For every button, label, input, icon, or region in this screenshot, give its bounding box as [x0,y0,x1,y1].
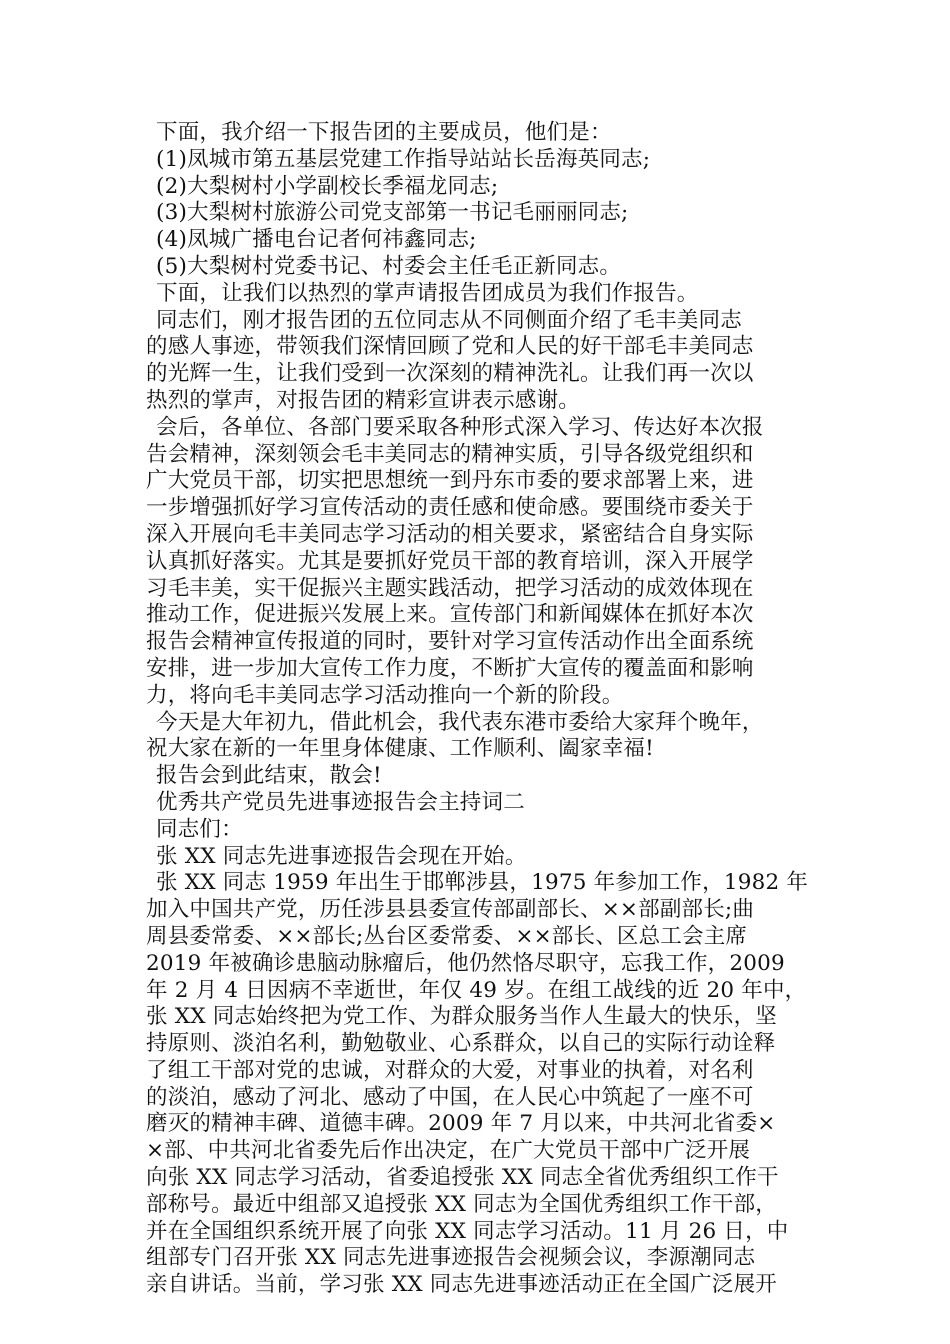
text-line: 安排，进一步加大宣传工作力度，不断扩大宣传的覆盖面和影响 [146,655,754,681]
document-body [146,120,810,1299]
text-line: 习毛丰美，实干促振兴主题实践活动，把学习活动的成效体现在 [146,575,754,601]
text-line: 张 XX 同志先进事迹报告会现在开始。 [156,843,527,869]
text-line: 同志们： [156,816,243,842]
text-line: 加入中国共产党，历任涉县县委宣传部副部长、××部副部长;曲 [146,897,755,923]
text-line: 热烈的掌声，对报告团的精彩宣讲表示感谢。 [146,387,581,413]
text-line: 磨灭的精神丰碑、道德丰碑。2009 年 7 月以来，中共河北省委× [146,1111,776,1137]
text-line: 部称号。最近中组部又追授张 XX 同志为全国优秀组织工作干部， [146,1191,777,1217]
text-line: 组部专门召开张 XX 同志先进事迹报告会视频会议，李源潮同志 [146,1245,756,1271]
text-line: 亲自讲话。当前，学习张 XX 同志先进事迹活动正在全国广泛展开 [146,1272,777,1298]
text-line: 推动工作，促进振兴发展上来。宣传部门和新闻媒体在抓好本次 [146,602,754,628]
text-line: 报告会精神宣传报道的同时，要针对学习宣传活动作出全面系统 [146,629,754,655]
text-line: 告会精神，深刻领会毛丰美同志的精神实质，引导各级党组织和 [146,441,754,467]
text-line: (1)凤城市第五基层党建工作指导站站长岳海英同志; [156,146,651,172]
text-line: 报告会到此结束，散会! [156,763,382,789]
text-line: 2019 年被确诊患脑动脉瘤后，他仍然恪尽职守，忘我工作，2009 [146,950,785,976]
text-line: 了组工干部对党的忠诚，对群众的大爱，对事业的执着，对名利 [146,1057,754,1083]
text-line: (2)大梨树村小学副校长季福龙同志; [156,173,499,199]
text-line: ×部、中共河北省委先后作出决定，在广大党员干部中广泛开展 [146,1138,751,1164]
text-line: 的淡泊，感动了河北、感动了中国，在人民心中筑起了一座不可 [146,1084,754,1110]
text-line: 力，将向毛丰美同志学习活动推向一个新的阶段。 [146,682,624,708]
text-line: (4)凤城广播电台记者何祎鑫同志; [156,227,477,253]
text-line: 优秀共产党员先进事迹报告会主持词二 [156,789,525,815]
text-line: 并在全国组织系统开展了向张 XX 同志学习活动。11 月 26 日，中 [146,1218,789,1244]
text-line: 广大党员干部，切实把思想统一到丹东市委的要求部署上来，进 [146,468,754,494]
text-line: 认真抓好落实。尤其是要抓好党员干部的教育培训，深入开展学 [146,548,754,574]
text-line: 同志们，刚才报告团的五位同志从不同侧面介绍了毛丰美同志 [156,307,742,333]
text-line: (3)大梨树村旅游公司党支部第一书记毛丽丽同志; [156,200,629,226]
text-line: 一步增强抓好学习宣传活动的责任感和使命感。要围绕市委关于 [146,495,754,521]
text-line: 今天是大年初九，借此机会，我代表东港市委给大家拜个晚年， [156,709,764,735]
text-line: 周县委常委、××部长;丛台区委常委、××部长、区总工会主席 [146,923,748,949]
text-line: (5)大梨树村党委书记、村委会主任毛正新同志。 [156,253,622,279]
text-line: 年 2 月 4 日因病不幸逝世，年仅 49 岁。在组工战线的近 20 年中， [146,977,807,1003]
text-line: 下面，我介绍一下报告团的主要成员，他们是： [156,120,612,145]
text-line: 向张 XX 同志学习活动，省委追授张 XX 同志全省优秀组织工作干 [146,1165,779,1191]
text-line: 张 XX 同志 1959 年出生于邯郸涉县，1975 年参加工作，1982 年 [156,870,809,896]
text-line: 持原则、淡泊名利，勤勉敬业、心系群众，以自己的实际行动诠释 [146,1031,776,1057]
text-line: 下面，让我们以热烈的掌声请报告团成员为我们作报告。 [156,280,699,306]
text-line: 会后，各单位、各部门要采取各种形式深入学习、传达好本次报 [156,414,764,440]
text-line: 祝大家在新的一年里身体健康、工作顺利、阖家幸福! [146,736,654,762]
text-line: 的感人事迹，带领我们深情回顾了党和人民的好干部毛丰美同志 [146,334,754,360]
text-line: 张 XX 同志始终把为党工作、为群众服务当作人生最大的快乐，坚 [146,1004,777,1030]
text-line: 的光辉一生，让我们受到一次深刻的精神洗礼。让我们再一次以 [146,361,754,387]
text-line: 深入开展向毛丰美同志学习活动的相关要求，紧密结合自身实际 [146,521,754,547]
